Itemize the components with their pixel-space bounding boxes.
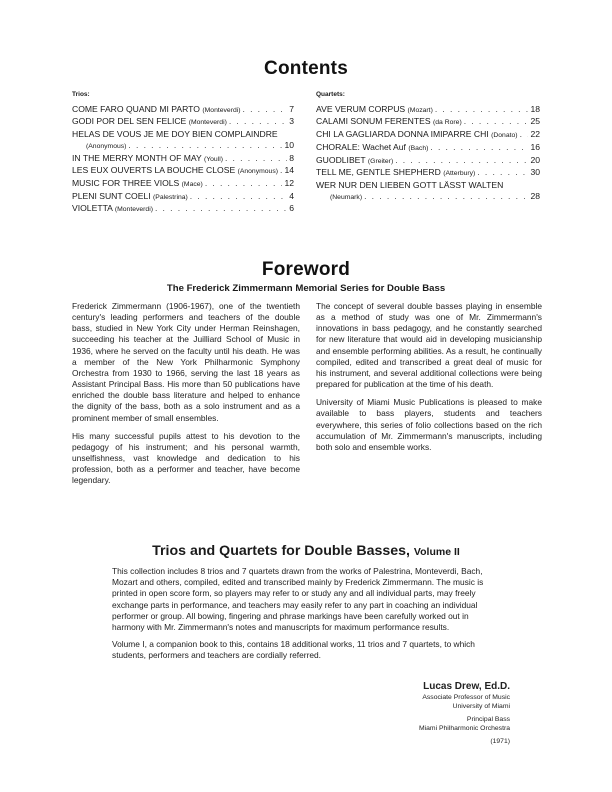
toc-entry: [72, 165, 294, 178]
toc-leader-dots: [362, 191, 528, 202]
toc-leader-dots: [126, 140, 282, 151]
toc-entry-composer: (Anonymous): [237, 168, 278, 176]
toc-entry-composer: (Monteverdi): [114, 206, 153, 214]
toc-entry: [316, 167, 540, 180]
toc-entry-composer: (Monteverdi): [202, 106, 241, 114]
foreword-paragraph: The concept of several double basses playing in ensemble as a method of study was one of Mr. Zimmermann's innovations in bass pedagogy, and he constantly searched for new literature that would aid in developing musicianship and ensemble performing abilities. As a result, he continually compiled, edited and transcribed a great deal of music for his instrument, and several additional collections were being prepared for publication at the time of his death.: [316, 301, 542, 390]
foreword-paragraph: Frederick Zimmermann (1906-1967), one of the twentieth century's leading performers and teachers of the double bass, studied in New York City under Herman Reinshagen, succeeding his teacher at the Juilliard School of Music in 1936, where he served on the faculty until his death. He was a member of the New York Philharmonic Symphony Orchestra from 1930 to 1966, serving the last 18 years as Assistant Principal Bass. His more than 50 publications have enriched the double bass literature and helped to enhance the dignity of the bass, both as a solo instrument and as a prominent member of small ensembles.: [72, 301, 300, 423]
collection-paragraph: Volume I, a companion book to this, contains 18 additional works, 11 trios and 7 quartets, to which students, performers and teachers are cordially referred.: [112, 639, 475, 661]
toc-entry-title: [86, 140, 126, 153]
toc-entry-name: AVE VERUM CORPUS: [316, 103, 406, 114]
toc-trios: [72, 90, 294, 216]
toc-entry: [316, 142, 540, 155]
toc-entry-composer: (Bach): [408, 144, 429, 152]
toc-entry: [316, 180, 540, 191]
toc-leader-dots: [203, 178, 283, 189]
toc-entry-title: [72, 191, 188, 204]
toc-entry-page: 3: [289, 116, 294, 127]
toc-entry-title: [72, 165, 278, 178]
toc-entry-page: 22: [530, 129, 540, 140]
toc-entry-page: 18: [530, 103, 540, 114]
quartets-list: [316, 104, 540, 204]
toc-entry-title: [316, 104, 433, 117]
toc-entry-name: GUODLIBET: [316, 154, 366, 165]
collection-title-text: Trios and Quartets for Double Basses,: [152, 543, 410, 559]
signature-title: Miami Philharmonic Orchestra: [418, 725, 510, 732]
trios-heading: Trios:: [72, 91, 90, 98]
toc-entry-name: HELAS DE VOUS JE ME DOY BIEN COMPLAINDRE: [72, 129, 278, 140]
signature-name: Lucas Drew, Ed.D.: [423, 681, 510, 692]
toc-entry-composer: (Mozart): [407, 106, 433, 114]
toc-entry-title: [72, 203, 153, 216]
toc-entry-name: MUSIC FOR THREE VIOLS: [72, 177, 180, 188]
toc-entry-composer: (Mace): [181, 180, 203, 188]
toc-entry: [72, 203, 294, 216]
toc-entry-title: [316, 180, 503, 191]
toc-entry-name: GODI POR DEL SEN FELICE: [72, 116, 187, 127]
toc-entry: [316, 116, 540, 129]
toc-entry-page: 16: [530, 141, 540, 152]
toc-entry-name: CALAMI SONUM FERENTES: [316, 116, 431, 127]
quartets-heading: Quartets:: [316, 91, 345, 98]
toc-entry-title: [316, 155, 393, 168]
toc-entry: [316, 191, 540, 204]
toc-entry: [72, 104, 294, 117]
toc-entry-name: COME FARO QUAND MI PARTO: [72, 103, 200, 114]
toc-entry-title: [72, 116, 227, 129]
toc-entry-composer: (da Rore): [433, 119, 462, 127]
toc-leader-dots: [153, 203, 287, 214]
signature-title: University of Miami: [452, 703, 510, 710]
foreword-paragraph: University of Miami Music Publications is pleased to make available to bass players, students and teachers everywhere, this series of folio collections based on the rich accumulation of Mr. Zimmermann's manuscripts, including both solo and ensemble works.: [316, 397, 542, 452]
toc-leader-dots: [227, 116, 287, 127]
toc-entry-composer: (Neumark): [330, 193, 363, 201]
toc-entry-page: 4: [289, 190, 294, 201]
toc-entry: [72, 140, 294, 153]
collection-paragraph: This collection includes 8 trios and 7 quartets drawn from the works of Palestrina, Monteverdi, Bach, Mozart and others, compiled, edited and transcribed mainly by Frederick Zimmermann. The music is printed in open score form, so players may refer to or study any and all individual parts, may freely exchange parts in performance, and teachers may easily refer to any part in coaching an individual performer or group. All bowing, fingering and phrase markings have been carefully worked out in harmony with Mr. Zimmermann's notes and manuscripts for maximum performance results.: [112, 566, 484, 633]
toc-entry-composer: (Monteverdi): [188, 119, 227, 127]
toc-entry: [72, 178, 294, 191]
toc-leader-dots: [428, 142, 528, 153]
toc-leader-dots: [433, 104, 529, 115]
toc-entry: [316, 129, 540, 142]
toc-entry-name: IN THE MERRY MONTH OF MAY: [72, 152, 202, 163]
toc-entry-composer: (Atterbury): [443, 170, 476, 178]
toc-entry-page: 12: [284, 177, 294, 188]
toc-entry-name: CHORALE: Wachet Auf: [316, 141, 406, 152]
toc-entry: [316, 104, 540, 117]
toc-entry-title: [72, 178, 203, 191]
trios-list: [72, 104, 294, 216]
toc-entry-page: 7: [289, 103, 294, 114]
foreword-title: Foreword: [261, 259, 351, 280]
toc-entry-name: WER NUR DEN LIEBEN GOTT LÄSST WALTEN: [316, 179, 504, 190]
toc-entry-composer: (Youll): [203, 155, 223, 163]
toc-entry-composer: (Greiter): [367, 157, 394, 165]
collection-description: [112, 566, 498, 668]
contents-title: Contents: [264, 58, 348, 79]
toc-entry: [72, 116, 294, 129]
toc-entry-title: [316, 142, 428, 155]
foreword-paragraph: His many successful pupils attest to his devotion to the pedagogy of his instrument; and his personal warmth, unselfishness, vast knowledge and dedication to his profession, both as a performer and teacher, have become legendary.: [72, 430, 300, 486]
toc-entry-title: [72, 129, 278, 140]
toc-entry: [72, 153, 294, 166]
toc-entry-title: [316, 167, 475, 180]
toc-entry: [72, 129, 294, 140]
toc-entry-composer: (Donato): [491, 132, 518, 140]
toc-entry-page: 8: [289, 152, 294, 163]
collection-volume: Volume II: [413, 546, 460, 558]
toc-entry-page: 6: [289, 203, 294, 214]
toc-entry-title: [316, 116, 462, 129]
toc-entry-name: TELL ME, GENTLE SHEPHERD: [316, 167, 441, 178]
signature-year: (1971): [490, 738, 510, 745]
toc-leader-dots: [188, 191, 287, 202]
toc-entry-page: 20: [530, 154, 540, 165]
toc-entry-composer: (Palestrina): [153, 193, 188, 201]
signature-block: [419, 681, 510, 746]
toc-quartets: [316, 90, 540, 203]
toc-entry-title: [316, 129, 518, 142]
toc-entry-composer: (Anonymous): [86, 142, 127, 150]
toc-leader-dots: [393, 155, 528, 166]
signature-title: Principal Bass: [466, 716, 510, 723]
toc-leader-dots: [223, 153, 287, 164]
foreword-right-column: [316, 301, 542, 460]
toc-entry-page: 30: [530, 167, 540, 178]
toc-entry-name: LES EUX OUVERTS LA BOUCHE CLOSE: [72, 165, 236, 176]
collection-title: [0, 543, 612, 559]
toc-entry-page: 25: [530, 116, 540, 127]
toc-entry-page: 14: [284, 165, 294, 176]
toc-entry-title: [330, 191, 362, 204]
toc-entry-page: 28: [530, 190, 540, 201]
toc-leader-dots: [475, 167, 528, 178]
toc-leader-dots: [241, 104, 288, 115]
toc-leader-dots: [462, 116, 529, 127]
foreword-subtitle: The Frederick Zimmermann Memorial Series for Double Bass: [166, 283, 446, 294]
toc-entry-name: VIOLETTA: [72, 203, 113, 214]
toc-entry: [316, 155, 540, 168]
toc-leader-dots: [518, 129, 529, 140]
toc-entry: [72, 191, 294, 204]
toc-entry-title: [72, 104, 241, 117]
signature-title: Associate Professor of Music: [422, 694, 510, 701]
toc-entry-name: PLENI SUNT COELI: [72, 190, 151, 201]
toc-entry-name: CHI LA GAGLIARDA DONNA IMIPARRE CHI: [316, 129, 489, 140]
toc-entry-title: [72, 153, 223, 166]
foreword-left-column: [72, 301, 300, 494]
toc-entry-page: 10: [284, 139, 294, 150]
